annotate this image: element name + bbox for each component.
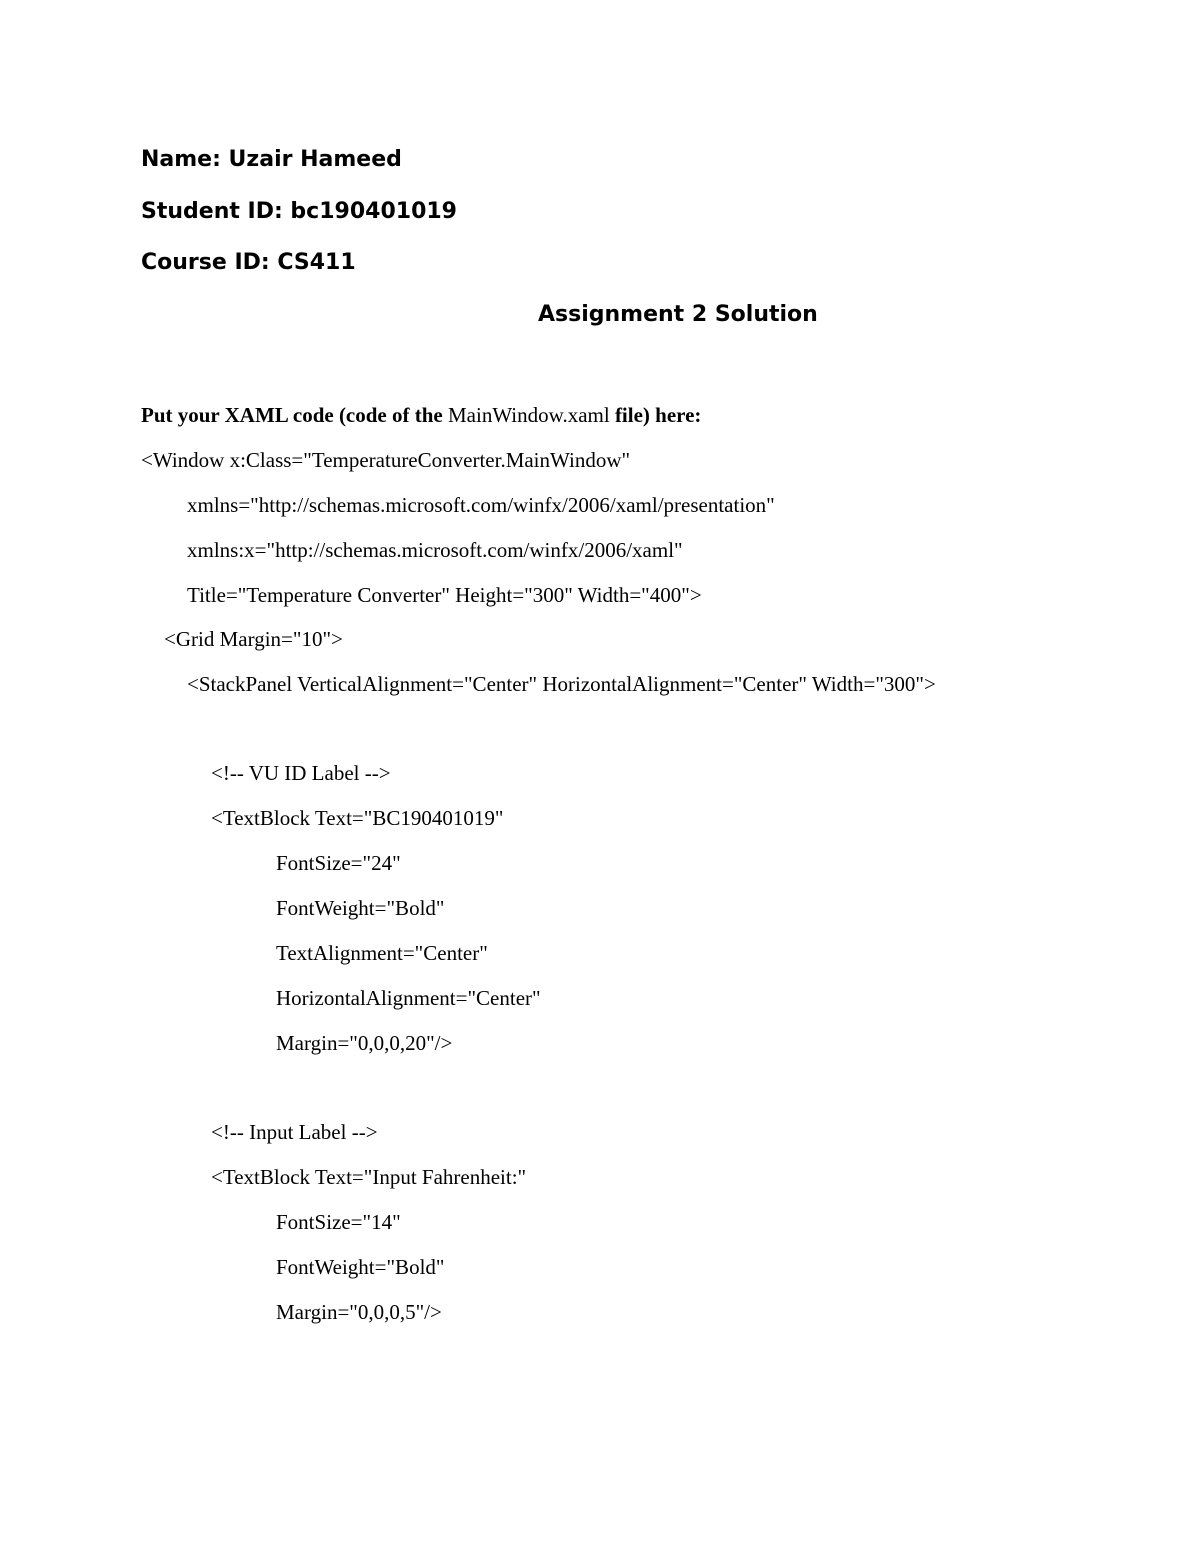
code-line-xmlns-x: xmlns:x="http://schemas.microsoft.com/winfx/2006/xaml" (187, 538, 683, 562)
course-id: Course ID: CS411 (141, 250, 356, 275)
code-line-fontweight-bold: FontWeight="Bold" (276, 896, 445, 920)
prompt-filename: MainWindow.xaml (448, 403, 610, 427)
code-line-horizontalalignment: HorizontalAlignment="Center" (276, 986, 541, 1010)
code-line-fontweight-bold-2: FontWeight="Bold" (276, 1255, 445, 1279)
code-line-textblock-vuid: <TextBlock Text="BC190401019" (211, 806, 504, 830)
code-line-comment-input: <!-- Input Label --> (211, 1120, 378, 1144)
code-line-window-attrs: Title="Temperature Converter" Height="300" Width="400"> (187, 583, 702, 607)
code-line-stackpanel: <StackPanel VerticalAlignment="Center" HorizontalAlignment="Center" Width="300"> (187, 672, 936, 696)
code-line-margin-5: Margin="0,0,0,5"/> (276, 1300, 442, 1324)
code-line-textblock-input: <TextBlock Text="Input Fahrenheit:" (211, 1165, 527, 1189)
prompt-part-1: Put your XAML code (code of the (141, 403, 448, 427)
code-prompt (141, 401, 701, 429)
code-line-comment-vuid: <!-- VU ID Label --> (211, 761, 391, 785)
code-line-grid: <Grid Margin="10"> (164, 627, 343, 651)
assignment-title: Assignment 2 Solution (538, 302, 818, 327)
code-line-xmlns: xmlns="http://schemas.microsoft.com/winfx/2006/xaml/presentation" (187, 493, 775, 517)
code-line-fontsize-14: FontSize="14" (276, 1210, 401, 1234)
code-line-fontsize-24: FontSize="24" (276, 851, 401, 875)
code-line-window-open: <Window x:Class="TemperatureConverter.MainWindow" (141, 448, 631, 472)
code-line-margin-20: Margin="0,0,0,20"/> (276, 1031, 453, 1055)
student-name: Name: Uzair Hameed (141, 147, 402, 172)
prompt-part-3: file) here: (609, 403, 702, 427)
student-id: Student ID: bc190401019 (141, 199, 457, 224)
code-line-textalignment: TextAlignment="Center" (276, 941, 488, 965)
